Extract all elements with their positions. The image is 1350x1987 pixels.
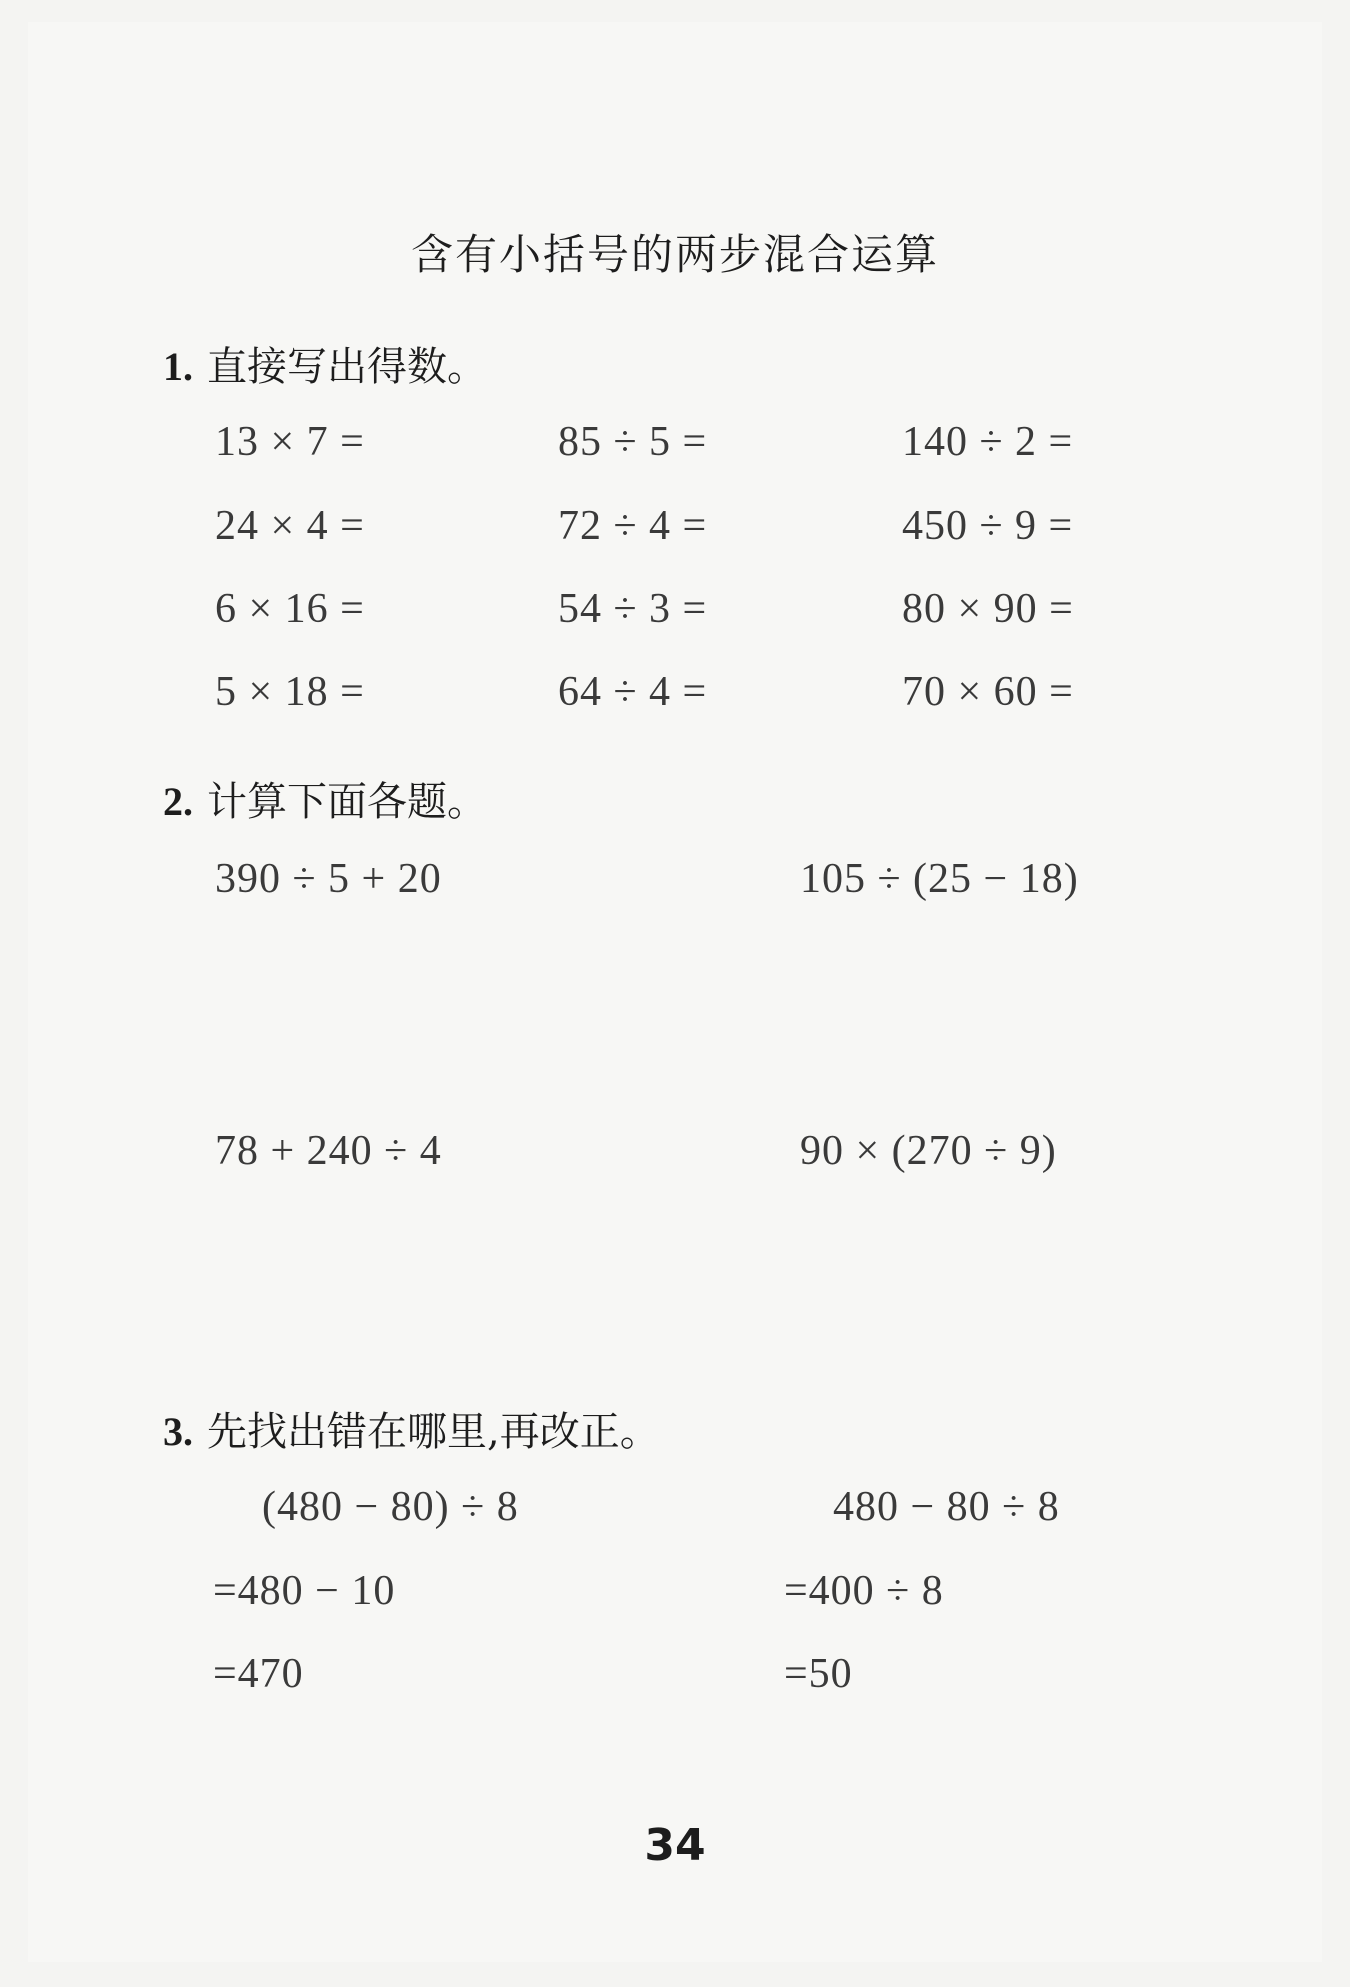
oral-problem: 64 ÷ 4 = [558, 669, 708, 715]
oral-problem: 80 × 90 = [902, 586, 1074, 632]
calc-problem: 78 + 240 ÷ 4 [215, 1128, 442, 1174]
error-problem-left-line: =470 [213, 1651, 304, 1697]
section-3-instruction: 先找出错在哪里,再改正。 [207, 1409, 660, 1455]
error-problem-right-line: =400 ÷ 8 [784, 1568, 944, 1614]
section-3-heading [163, 1400, 660, 1457]
section-2-number: 2. [163, 779, 193, 824]
section-2-instruction: 计算下面各题。 [207, 779, 487, 825]
oral-problem: 450 ÷ 9 = [902, 503, 1074, 549]
oral-problem: 85 ÷ 5 = [558, 419, 708, 465]
oral-problem: 70 × 60 = [902, 669, 1074, 715]
page-number: 34 [644, 1820, 706, 1871]
section-1-heading [163, 335, 487, 392]
oral-problem: 5 × 18 = [215, 669, 365, 715]
error-problem-right-line: 480 − 80 ÷ 8 [833, 1484, 1060, 1530]
error-problem-left-line: =480 − 10 [213, 1568, 396, 1614]
oral-problem: 140 ÷ 2 = [902, 419, 1074, 465]
calc-problem: 105 ÷ (25 − 18) [800, 856, 1079, 902]
oral-problem: 13 × 7 = [215, 419, 365, 465]
oral-problem: 24 × 4 = [215, 503, 365, 549]
error-problem-left-line: (480 − 80) ÷ 8 [262, 1484, 519, 1530]
oral-problem: 54 ÷ 3 = [558, 586, 708, 632]
section-2-heading [163, 770, 487, 827]
calc-problem: 390 ÷ 5 + 20 [215, 856, 442, 902]
oral-problem: 72 ÷ 4 = [558, 503, 708, 549]
section-3-number: 3. [163, 1409, 193, 1454]
section-1-number: 1. [163, 344, 193, 389]
calc-problem: 90 × (270 ÷ 9) [800, 1128, 1057, 1174]
oral-problem: 6 × 16 = [215, 586, 365, 632]
section-1-instruction: 直接写出得数。 [207, 344, 487, 390]
page-title: 含有小括号的两步混合运算 [410, 230, 939, 279]
error-problem-right-line: =50 [784, 1651, 853, 1697]
